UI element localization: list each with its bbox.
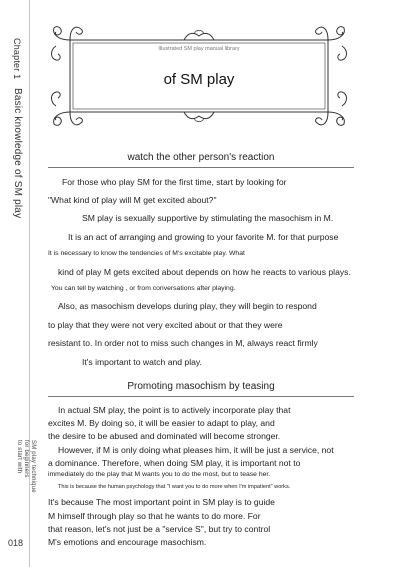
chapter-sidebar (0, 0, 36, 567)
series-meta (15, 440, 36, 493)
chapter-label: Chapter 1 (12, 38, 22, 80)
body-line: It is an act of arranging and growing to your favorite M. for that purpose (68, 232, 339, 242)
body-line: kind of play M gets excited about depends on how he reacts to various plays. (58, 267, 351, 277)
body-line: It's because The most important point in SM play is to guide (48, 497, 275, 508)
section-divider (48, 167, 354, 168)
series-meta-line: SM play technique (30, 440, 36, 493)
series-meta-line: to start with (16, 440, 22, 474)
title-box (48, 26, 350, 126)
body-line: SM play is sexually supportive by stimulating the masochism in M. (82, 213, 334, 223)
body-line: You can tell by watching , or from conversations after playing. (51, 285, 236, 292)
section-divider (48, 396, 354, 397)
body-line: to play that they were not very excited about or that they were (48, 320, 283, 330)
series-meta-line: for beginners (23, 440, 29, 478)
body-line: In actual SM play, the point is to actively incorporate play that (58, 405, 291, 415)
body-line: resistant to. In order not to miss such changes in M, always react firmly (48, 338, 318, 348)
body-line: M's emotions and encourage masochism. (48, 537, 207, 547)
body-line: excites M. By doing so, it will be easier to adapt to play, and (48, 418, 275, 429)
body-line: Also, as masochism develops during play, they will begin to respond (58, 301, 317, 311)
body-line: that reason, let's not just be a "service S", but try to control (48, 523, 271, 534)
body-line: a dominance. Therefore, when doing SM play, it is important not to (48, 457, 301, 468)
body-line: However, if M is only doing what pleases him, it will be just a service, not (58, 444, 334, 455)
section-heading: Promoting masochism by teasing (127, 381, 275, 392)
body-line: This is because the human psychology that "I want you to do more when I'm impatient" works. (58, 484, 291, 491)
title-subtitle: Illustrated SM play manual library (158, 46, 240, 52)
body-line: M himself through play so that he wants to do more. For (48, 510, 261, 521)
body-line: the desire to be abused and dominated will become stronger. (48, 431, 281, 442)
body-line: immediately do the play that M wants you to do the most, but to tease her. (48, 471, 271, 478)
chapter-title: Basic knowledge of SM play (12, 88, 23, 219)
section-heading: watch the other person's reaction (127, 152, 275, 163)
body-line: "What kind of play will M get excited about?" (48, 195, 217, 205)
body-line: It is necessary to know the tendencies of M's excitable play. What (48, 250, 245, 257)
page-number: 018 (8, 538, 24, 548)
page-title: of SM play (163, 71, 235, 88)
body-line: It's important to watch and play. (82, 357, 202, 367)
body-line: For those who play SM for the first time, start by looking for (62, 177, 287, 187)
